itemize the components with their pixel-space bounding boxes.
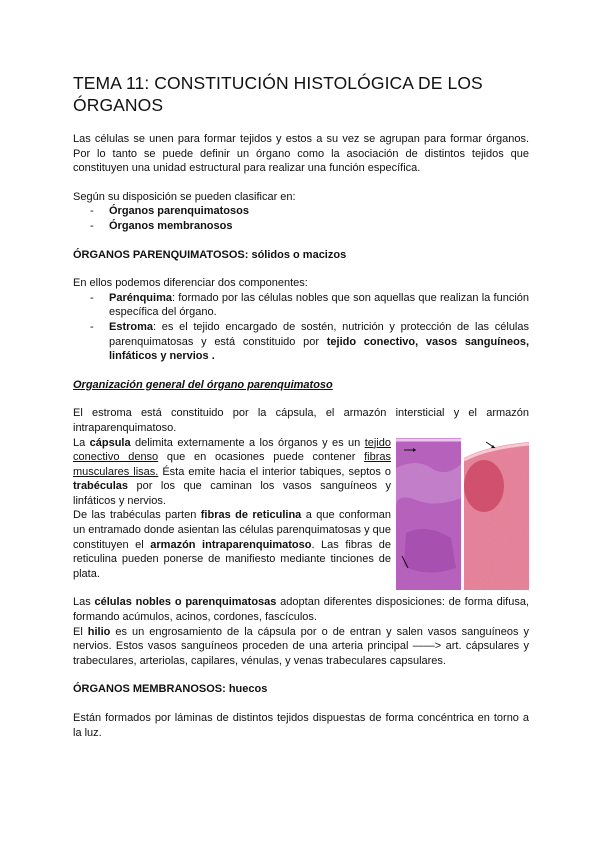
organization-heading: Organización general del órgano parenquimatoso <box>73 378 333 391</box>
parenchymal-heading: ÓRGANOS PARENQUIMATOSOS: sólidos o macizos <box>73 248 347 261</box>
classification-list <box>73 204 529 233</box>
classification-lead: Según su disposición se pueden clasificar en: <box>73 190 296 203</box>
hilio-paragraph: El hilio es un engrosamiento de la cápsula por o de entran y salen vasos sanguíneos y nervios. Estos vasos sanguíneos proceden de una arteria principal ——> art. cápsulares y trabeculares, arteriolas, capilares, vénulas, y venas trabeculares capsulares. <box>73 625 529 667</box>
membranous-heading: ÓRGANOS MEMBRANOSOS: huecos <box>73 683 268 696</box>
page-title: TEMA 11: CONSTITUCIÓN HISTOLÓGICA DE LOS ÓRGANOS <box>73 73 483 115</box>
estroma-paragraph: El estroma está constituido por la cápsula, el armazón intersticial y el armazón intraparenquimatoso. <box>73 407 529 434</box>
list-item: - Órganos parenquimatosos <box>90 205 249 218</box>
document-page <box>73 72 529 740</box>
histology-micrographs <box>396 438 529 590</box>
micrograph-right <box>464 438 529 590</box>
histology-image <box>396 438 529 590</box>
list-item-parenquima: - Parénquima: formado por las células nobles que son aquellas que realizan la función específica del órgano. <box>90 291 529 319</box>
components-list <box>73 291 529 364</box>
trabeculas-paragraph: De las trabéculas parten fibras de reticulina a que conforman un entramado donde asientan las células parenquimatosas y que constituyen el armazón intraparenquimatoso. Las fibras de reticulina pueden ponerse de manifiesto mediante tinciones de plata. <box>73 509 392 580</box>
capsula-paragraph: La cápsula delimita externamente a los órganos y es un tejido conectivo denso que en ocasiones puede contener fibras musculares lisas. Ésta emite hacia el interior tabiques, septos o trabéculas por los que caminan los vasos sanguíneos y linfáticos y nervios. <box>73 436 392 507</box>
nobles-paragraph: Las células nobles o parenquimatosas adoptan diferentes disposiciones: de forma difusa, formando acúmulos, acinos, cordones, fascículos. <box>73 596 529 624</box>
membranous-paragraph: Están formados por láminas de distintos tejidos dispuestas de forma concéntrica en torno a la luz. <box>73 712 529 739</box>
micrograph-left <box>396 438 461 590</box>
intro-paragraph: Las células se unen para formar tejidos y estos a su vez se agrupan para formar órganos. Por lo tanto se puede definir un órgano como la asociación de distintos tejidos que constituyen una unidad estructural para realizar una función específica. <box>73 133 529 175</box>
capsule-section <box>73 436 529 582</box>
parenchymal-lead: En ellos podemos diferenciar dos componentes: <box>73 277 308 290</box>
list-item: - Órganos membranosos <box>90 219 233 232</box>
list-item-estroma: - Estroma: es el tejido encargado de sostén, nutrición y protección de las células parenquimatosas y está constituido por tejido conectivo, vasos sanguíneos, linfáticos y nervios . <box>90 320 529 363</box>
